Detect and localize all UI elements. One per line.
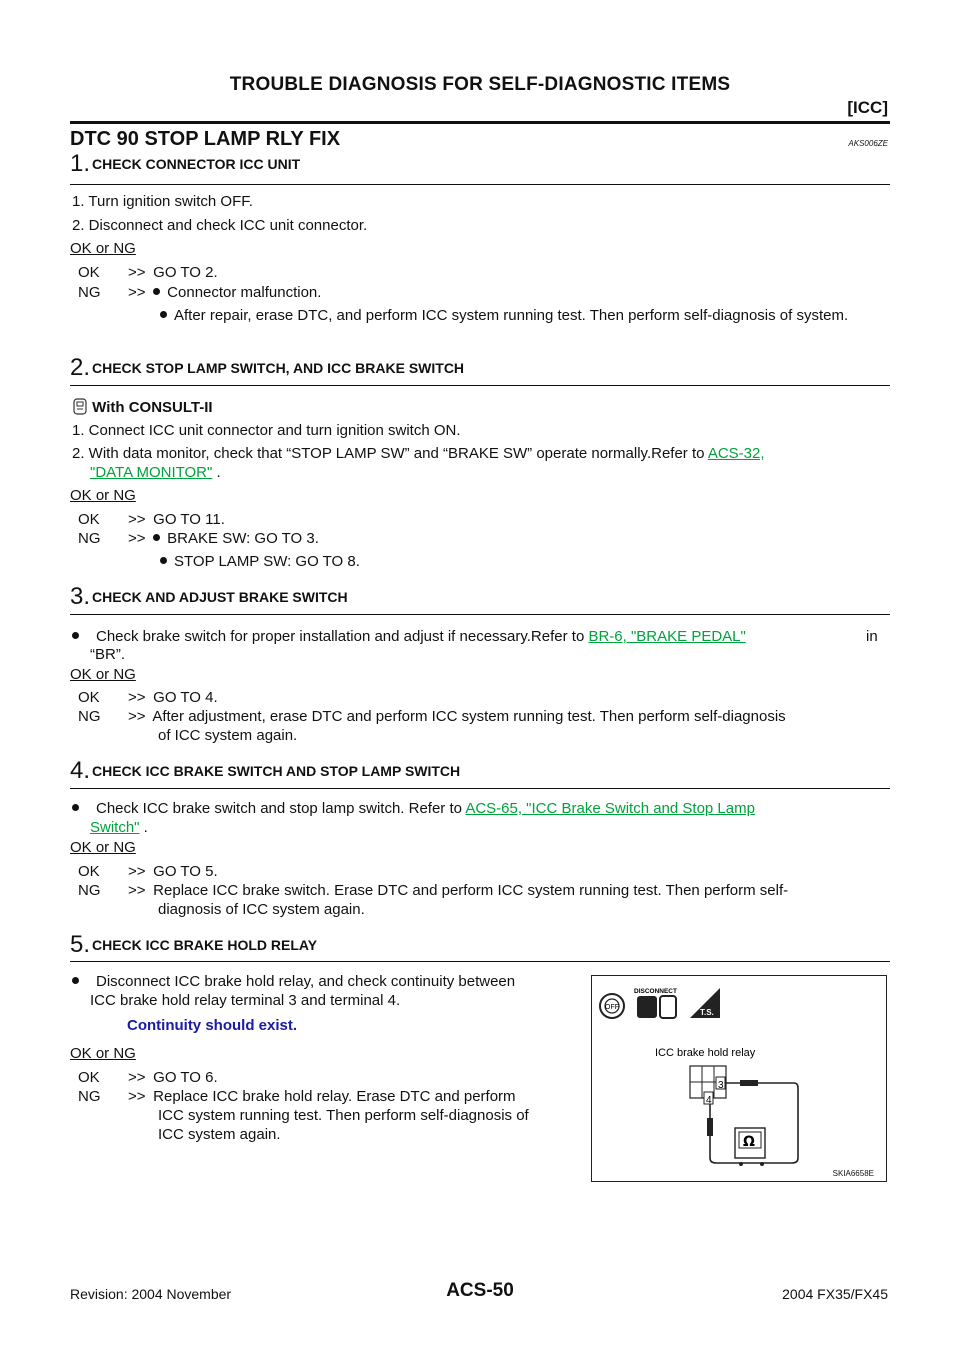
section-code: AKS006ZE: [848, 139, 888, 148]
step-5-heading: 5. CHECK ICC BRAKE HOLD RELAY: [70, 931, 318, 958]
step-2-line-1: 1. Connect ICC unit connector and turn ignition switch ON.: [72, 422, 461, 439]
step-3-line-2: “BR”.: [90, 646, 125, 663]
step-5-bullet-2: ICC brake hold relay terminal 3 and terminal 4.: [90, 992, 401, 1009]
bullet-icon: [153, 534, 160, 541]
footer-revision: Revision: 2004 November: [70, 1286, 232, 1302]
link-switch[interactable]: Switch": [90, 819, 140, 836]
step-2-ng-row: NG >> BRAKE SW: GO TO 3.: [78, 530, 319, 547]
svg-text:3: 3: [718, 1080, 724, 1091]
step-1-rule: [70, 184, 890, 185]
link-acs-32[interactable]: ACS-32,: [707, 445, 765, 462]
svg-text:T.S.: T.S.: [700, 1008, 714, 1017]
step-5-rule: [70, 961, 890, 962]
step-2-rule: [70, 385, 890, 386]
bullet-icon: [72, 977, 79, 984]
step-3-ok-or-ng: OK or NG: [70, 666, 136, 683]
consult-icon: [72, 398, 88, 415]
footer-model: 2004 FX35/FX45: [782, 1286, 888, 1302]
disconnect-connector-icon: [634, 988, 677, 1018]
svg-text:4: 4: [706, 1095, 712, 1106]
relay-diagram: [592, 976, 886, 1181]
consult-line: With CONSULT-II: [72, 398, 213, 418]
svg-text:OFF: OFF: [605, 1004, 619, 1011]
ts-icon: [690, 988, 720, 1018]
step-4-ok-or-ng: OK or NG: [70, 839, 136, 856]
step-2-ok-row: OK >> GO TO 11.: [78, 511, 225, 528]
page-header-tag: [ICC]: [847, 98, 888, 117]
step-4-rule: [70, 788, 890, 789]
step-4-bullet: Check ICC brake switch and stop lamp switch. Refer to ACS-65, "ICC Brake Switch and Stop Lamp: [72, 799, 755, 819]
step-1-ng-bullet-2: After repair, erase DTC, and perform ICC system running test. Then perform self-diagnosis of system.: [160, 306, 905, 326]
step-1-ng-row: NG >> Connector malfunction.: [78, 284, 322, 301]
step-2-ng-bullet-2: STOP LAMP SW: GO TO 8.: [160, 552, 360, 572]
header-rule: [70, 121, 890, 124]
ignition-off-icon: [600, 994, 624, 1018]
step-5-ng-row: NG >> Replace ICC brake hold relay. Erase DTC and perform: [78, 1088, 516, 1105]
step-3-heading: 3. CHECK AND ADJUST BRAKE SWITCH: [70, 583, 348, 610]
ohm-icon: Ω: [743, 1134, 755, 1150]
step-4-ng-line-2: diagnosis of ICC system again.: [158, 901, 365, 918]
step-3-bullet: Check brake switch for proper installation and adjust if necessary.Refer to BR-6, "BRAKE PEDAL": [72, 627, 746, 647]
bullet-icon: [72, 804, 79, 811]
step-1-heading: 1. CHECK CONNECTOR ICC UNIT: [70, 150, 301, 177]
figure-code: SKIA6658E: [832, 1169, 874, 1178]
link-data-monitor[interactable]: "DATA MONITOR": [90, 464, 213, 481]
step-2-line-3: "DATA MONITOR" .: [90, 464, 221, 481]
step-5-ok-row: OK >> GO TO 6.: [78, 1069, 218, 1086]
relay-continuity-figure: [591, 975, 887, 1182]
step-3-ng-row: NG >> After adjustment, erase DTC and perform ICC system running test. Then perform self-diagnosis: [78, 708, 786, 725]
step-4-line-2: Switch" .: [90, 819, 148, 836]
step-4-ok-row: OK >> GO TO 5.: [78, 863, 218, 880]
link-br-6[interactable]: BR-6, "BRAKE PEDAL": [588, 628, 746, 645]
step-1-line-1: 1. Turn ignition switch OFF.: [72, 193, 253, 210]
bullet-icon: [153, 288, 160, 295]
section-title: DTC 90 STOP LAMP RLY FIX: [70, 128, 341, 150]
bullet-icon: [160, 557, 167, 564]
footer-page-number: ACS-50: [446, 1280, 514, 1301]
bullet-icon: [72, 632, 79, 639]
step-5-ok-or-ng: OK or NG: [70, 1045, 136, 1062]
step-3-rule: [70, 614, 890, 615]
step-3-ng-line-2: of ICC system again.: [158, 727, 298, 744]
link-acs-65[interactable]: ACS-65, "ICC Brake Switch and Stop Lamp: [465, 800, 755, 817]
continuity-spec: Continuity should exist.: [127, 1017, 298, 1034]
svg-text:DISCONNECT: DISCONNECT: [634, 988, 677, 995]
step-2-heading: 2. CHECK STOP LAMP SWITCH, AND ICC BRAKE SWITCH: [70, 354, 465, 381]
page-header-title: TROUBLE DIAGNOSIS FOR SELF-DIAGNOSTIC ITEMS: [229, 74, 731, 95]
step-1-ok-or-ng: OK or NG: [70, 240, 136, 257]
step-2-ok-or-ng: OK or NG: [70, 487, 136, 504]
bullet-icon: [160, 311, 167, 318]
step-4-ng-row: NG >> Replace ICC brake switch. Erase DTC and perform ICC system running test. Then perform self-: [78, 882, 789, 899]
step-5-bullet-1: Disconnect ICC brake hold relay, and check continuity between: [72, 972, 515, 992]
step-5-ng-line-3: ICC system again.: [158, 1126, 281, 1143]
relay-label: ICC brake hold relay: [655, 1047, 756, 1059]
probe-tip-3: [740, 1080, 758, 1086]
step-2-line-2: 2. With data monitor, check that “STOP LAMP SW” and “BRAKE SW” operate normally.Refer to ACS-32,: [72, 445, 765, 462]
step-5-ng-line-2: ICC system running test. Then perform self-diagnosis of: [158, 1107, 529, 1124]
step-1-line-2: 2. Disconnect and check ICC unit connector.: [72, 217, 368, 234]
probe-tip-4: [707, 1118, 713, 1136]
step-4-heading: 4. CHECK ICC BRAKE SWITCH AND STOP LAMP SWITCH: [70, 757, 461, 784]
step-3-in: in: [866, 628, 878, 645]
step-3-ok-row: OK >> GO TO 4.: [78, 689, 218, 706]
step-1-ok-row: OK >> GO TO 2.: [78, 264, 218, 281]
